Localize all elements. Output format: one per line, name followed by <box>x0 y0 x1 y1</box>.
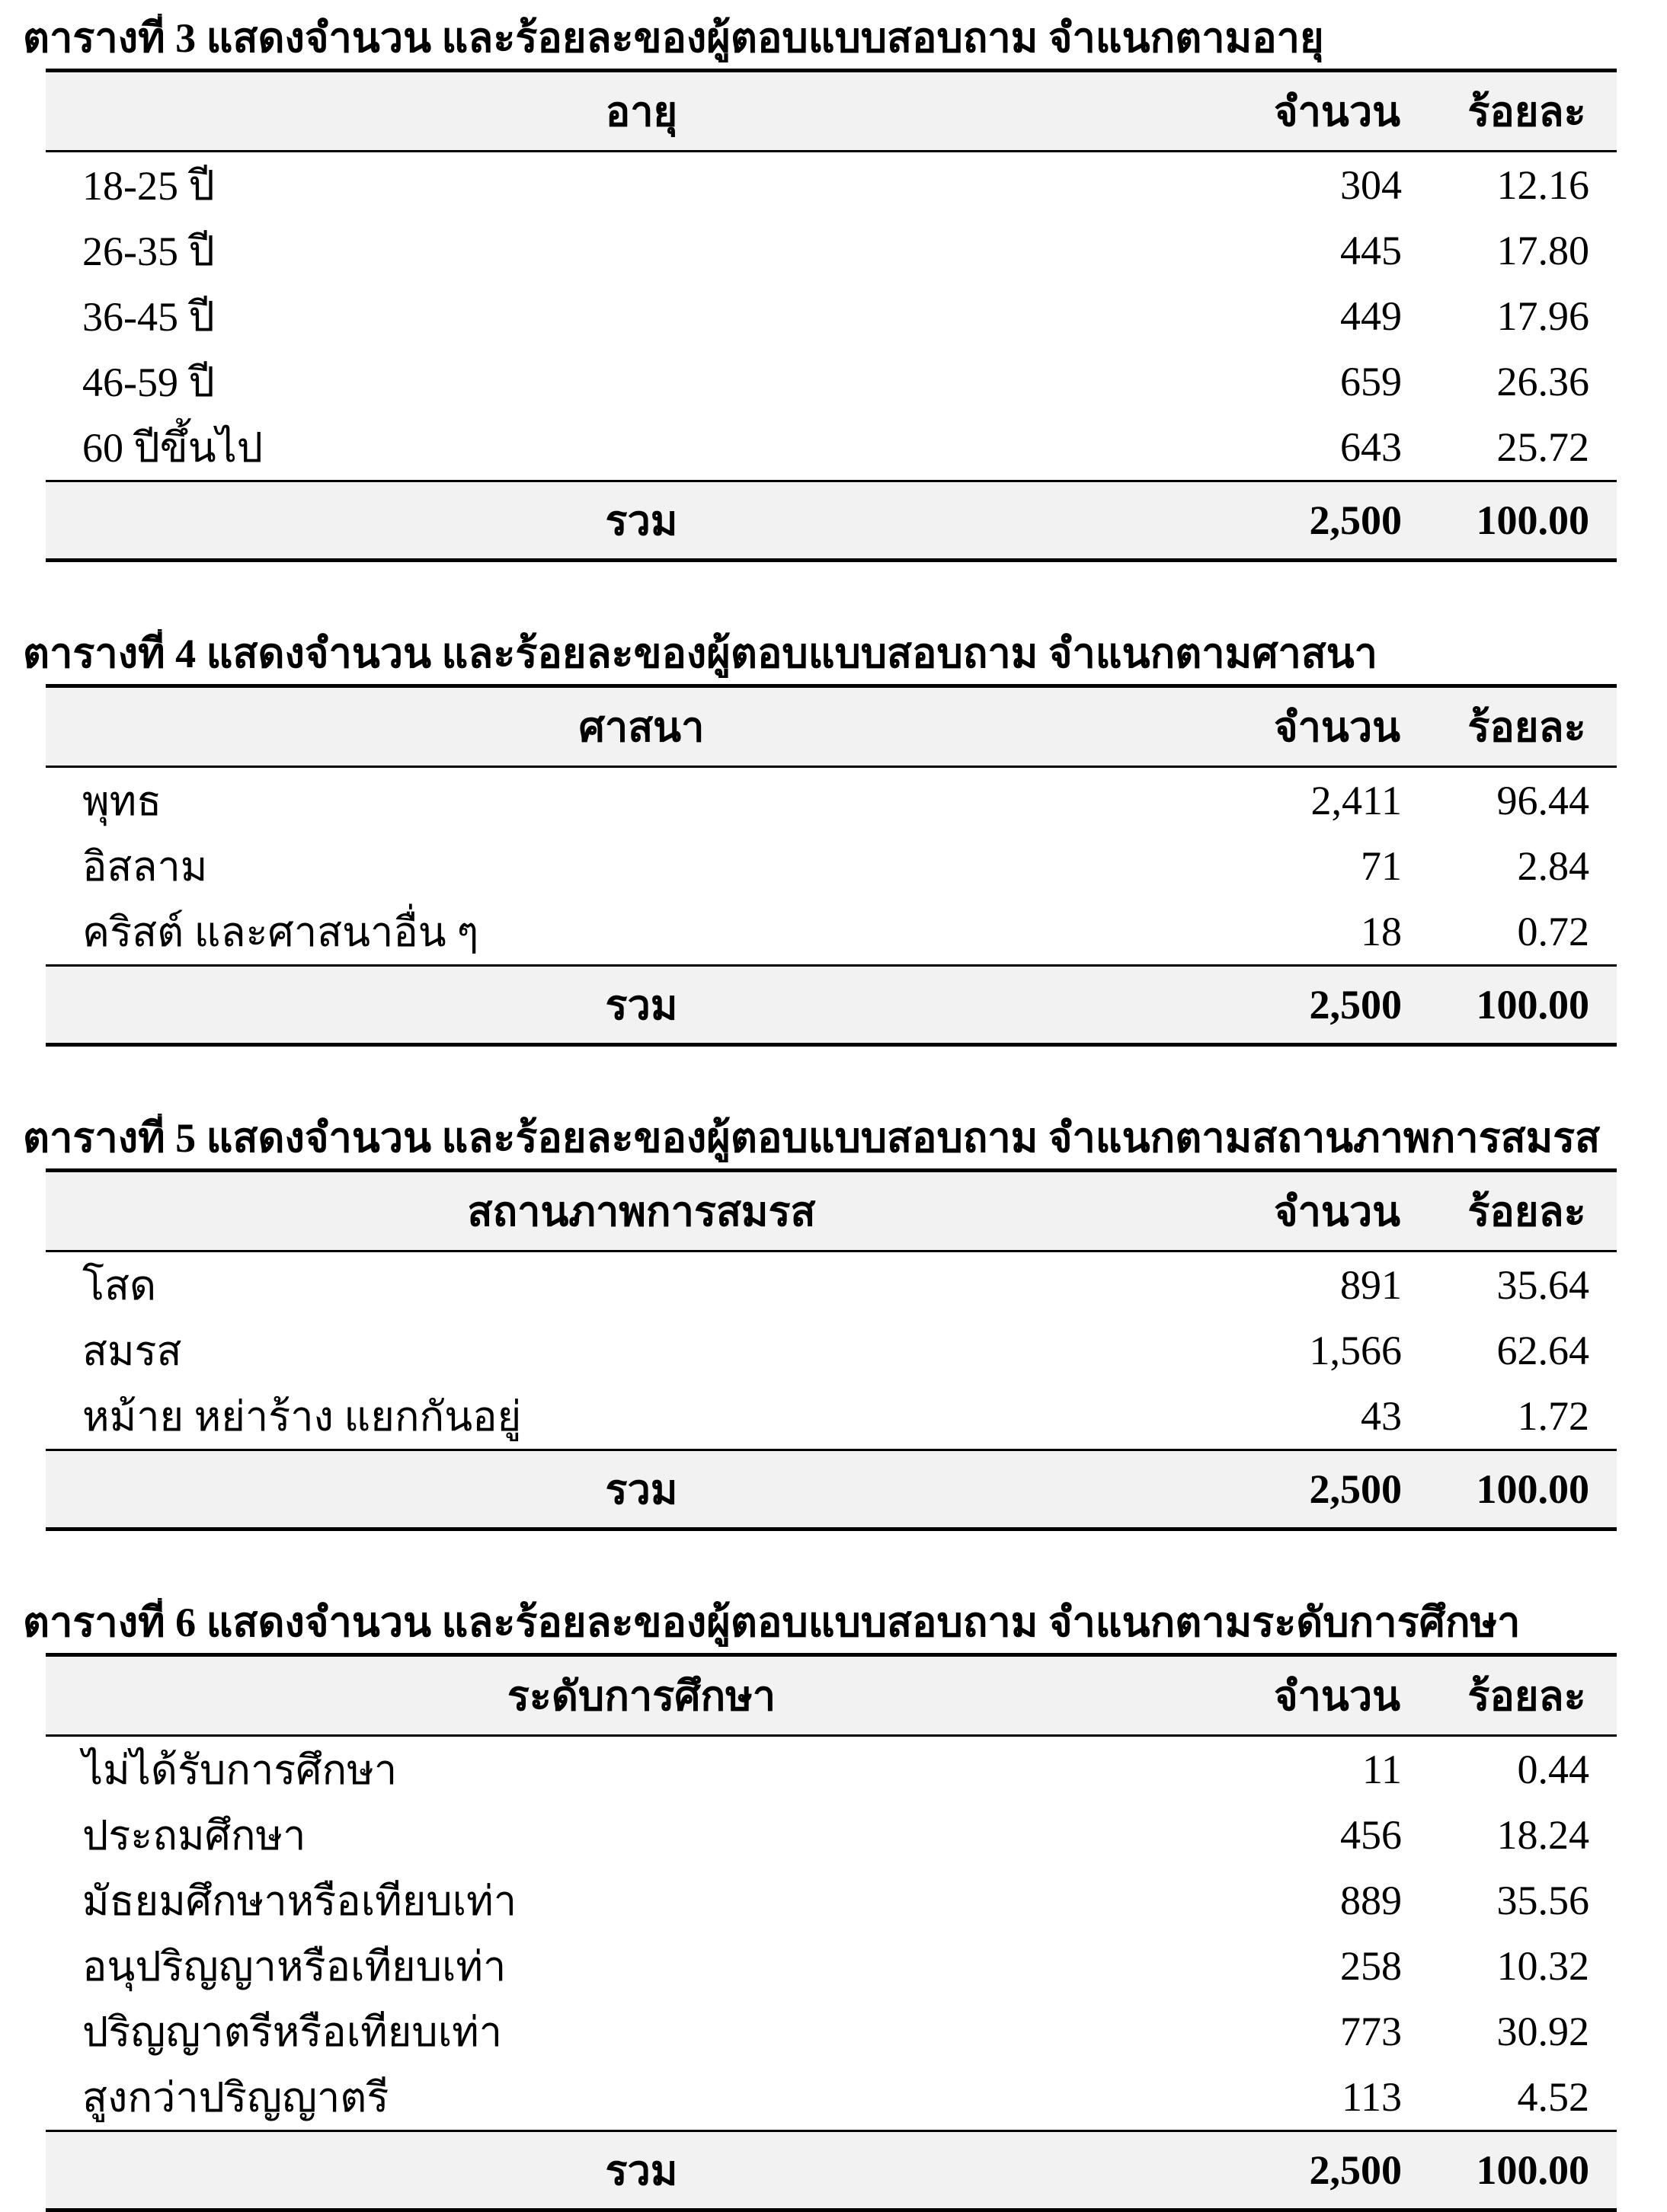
table-row <box>46 1736 1617 1803</box>
row-label: โสด <box>82 1263 157 1309</box>
category-header-cell: ระดับการศึกษา <box>507 1673 776 1719</box>
percent-header-cell: ร้อยละ <box>1467 705 1586 750</box>
total-label: รวม <box>605 2148 678 2194</box>
row-percent: 1.72 <box>1517 1393 1589 1439</box>
table-title: ตารางที่ 6 แสดงจำนวน และร้อยละของผู้ตอบแบบสอบถาม จำแนกตามระดับการศึกษา <box>23 1600 1521 1645</box>
table-row <box>46 1933 1617 1999</box>
table-section-religion <box>23 629 1640 1047</box>
row-count: 11 <box>1362 1747 1402 1792</box>
row-percent: 12.16 <box>1496 162 1589 208</box>
row-percent: 2.84 <box>1517 843 1589 889</box>
row-label: ไม่ได้รับการศึกษา <box>82 1747 398 1793</box>
row-count: 659 <box>1340 359 1402 404</box>
row-count: 773 <box>1340 2009 1402 2054</box>
table-row <box>46 1251 1617 1319</box>
table-row <box>46 767 1617 834</box>
total-label: รวม <box>605 1467 678 1513</box>
row-label: ปริญญาตรีหรือเทียบเท่า <box>82 2009 503 2055</box>
row-label: คริสต์ และศาสนาอื่น ๆ <box>82 909 479 955</box>
table-row <box>46 1383 1617 1450</box>
table-row <box>46 414 1617 481</box>
percent-header-cell: ร้อยละ <box>1467 1189 1586 1235</box>
table-section-age <box>23 14 1640 562</box>
count-header-cell: จำนวน <box>1273 705 1401 750</box>
row-percent: 10.32 <box>1496 1943 1589 1989</box>
row-count: 449 <box>1340 293 1402 339</box>
table-header-row <box>46 1171 1617 1251</box>
row-label: อนุปริญญาหรือเทียบเท่า <box>82 1944 507 1990</box>
row-percent: 18.24 <box>1496 1812 1589 1858</box>
row-count: 18 <box>1361 909 1402 954</box>
table-row <box>46 899 1617 966</box>
table-title: ตารางที่ 3 แสดงจำนวน และร้อยละของผู้ตอบแบบสอบถาม จำแนกตามอายุ <box>23 15 1324 61</box>
row-label: 18-25 ปี <box>82 163 215 209</box>
row-count: 258 <box>1340 1943 1402 1989</box>
table-row <box>46 1802 1617 1868</box>
table-row <box>46 1999 1617 2064</box>
total-count: 2,500 <box>1309 1466 1402 1512</box>
row-percent: 4.52 <box>1517 2074 1589 2120</box>
row-percent: 17.80 <box>1496 228 1589 273</box>
count-header-cell: จำนวน <box>1273 89 1401 135</box>
table-header-row <box>46 71 1617 152</box>
total-label: รวม <box>605 498 678 544</box>
row-label: พุทธ <box>82 778 162 824</box>
total-percent: 100.00 <box>1476 2147 1589 2193</box>
data-table-age <box>46 69 1617 562</box>
table-title: ตารางที่ 5 แสดงจำนวน และร้อยละของผู้ตอบแบบสอบถาม จำแนกตามสถานภาพการสมรส <box>23 1115 1601 1161</box>
table-total-row <box>46 966 1617 1045</box>
percent-header-cell: ร้อยละ <box>1467 89 1586 135</box>
total-percent: 100.00 <box>1476 497 1589 543</box>
row-label: 60 ปีขึ้นไป <box>82 425 264 471</box>
row-label: ประถมศึกษา <box>82 1813 306 1859</box>
total-percent: 100.00 <box>1476 1466 1589 1512</box>
category-header-cell: ศาสนา <box>578 705 705 750</box>
table-row <box>46 1868 1617 1933</box>
row-percent: 35.64 <box>1496 1262 1589 1308</box>
row-count: 889 <box>1340 1878 1402 1923</box>
table-row <box>46 1318 1617 1383</box>
row-label: 36-45 ปี <box>82 294 215 340</box>
row-percent: 62.64 <box>1496 1328 1589 1373</box>
row-count: 643 <box>1340 424 1402 470</box>
table-section-education <box>23 1598 1640 2212</box>
table-header-row <box>46 1655 1617 1736</box>
category-header-cell: อายุ <box>605 89 678 135</box>
row-label: สมรส <box>82 1328 182 1374</box>
table-total-row <box>46 2131 1617 2210</box>
table-row <box>46 349 1617 414</box>
row-percent: 17.96 <box>1496 293 1589 339</box>
table-total-row <box>46 1450 1617 1530</box>
row-count: 1,566 <box>1309 1328 1402 1373</box>
row-label: อิสลาม <box>82 844 208 890</box>
table-row <box>46 218 1617 283</box>
total-count: 2,500 <box>1309 497 1402 543</box>
total-count: 2,500 <box>1309 2147 1402 2193</box>
row-label: หม้าย หย่าร้าง แยกกันอยู่ <box>82 1394 522 1440</box>
table-header-row <box>46 686 1617 767</box>
row-label: 46-59 ปี <box>82 360 215 405</box>
table-row <box>46 283 1617 349</box>
row-percent: 35.56 <box>1496 1878 1589 1923</box>
row-count: 891 <box>1340 1262 1402 1308</box>
data-table-religion <box>46 684 1617 1047</box>
row-percent: 0.44 <box>1517 1747 1589 1792</box>
total-count: 2,500 <box>1309 982 1402 1028</box>
count-header-cell: จำนวน <box>1273 1673 1401 1719</box>
table-row <box>46 833 1617 899</box>
row-count: 71 <box>1361 843 1402 889</box>
total-percent: 100.00 <box>1476 982 1589 1028</box>
table-row <box>46 152 1617 219</box>
table-section-marital-status <box>23 1114 1640 1531</box>
row-percent: 30.92 <box>1496 2009 1589 2054</box>
row-count: 43 <box>1361 1393 1402 1439</box>
row-count: 445 <box>1340 228 1402 273</box>
category-header-cell: สถานภาพการสมรส <box>467 1189 816 1235</box>
table-total-row <box>46 481 1617 561</box>
row-count: 304 <box>1340 162 1402 208</box>
row-label: สูงกว่าปริญญาตรี <box>82 2075 389 2121</box>
row-count: 456 <box>1340 1812 1402 1858</box>
row-label: มัธยมศึกษาหรือเทียบเท่า <box>82 1878 517 1924</box>
row-label: 26-35 ปี <box>82 229 215 274</box>
row-percent: 26.36 <box>1496 359 1589 404</box>
total-label: รวม <box>605 983 678 1028</box>
row-count: 113 <box>1342 2074 1402 2120</box>
row-percent: 0.72 <box>1517 909 1589 954</box>
table-row <box>46 2064 1617 2131</box>
data-table-education <box>46 1653 1617 2212</box>
row-count: 2,411 <box>1310 778 1402 823</box>
count-header-cell: จำนวน <box>1273 1189 1401 1235</box>
row-percent: 25.72 <box>1496 424 1589 470</box>
data-table-marital-status <box>46 1168 1617 1531</box>
table-title: ตารางที่ 4 แสดงจำนวน และร้อยละของผู้ตอบแบบสอบถาม จำแนกตามศาสนา <box>23 631 1377 676</box>
percent-header-cell: ร้อยละ <box>1467 1673 1586 1719</box>
row-percent: 96.44 <box>1496 778 1589 823</box>
